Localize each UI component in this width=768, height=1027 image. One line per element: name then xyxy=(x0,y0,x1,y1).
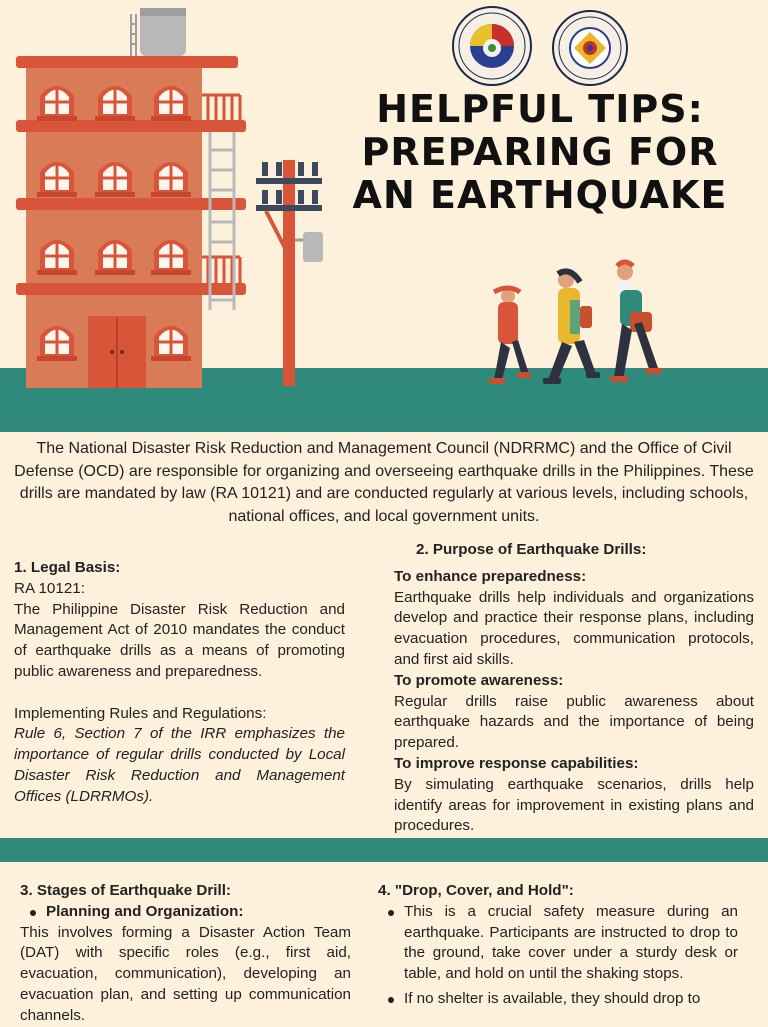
purpose-heading: 2. Purpose of Earthquake Drills: xyxy=(416,541,647,558)
spacer xyxy=(14,683,345,704)
stages-heading: 3. Stages of Earthquake Drill: xyxy=(20,882,231,899)
purpose-item-title: To enhance preparedness: xyxy=(394,567,587,585)
purpose-item-title: To promote awareness: xyxy=(394,671,564,689)
section-divider-band xyxy=(0,838,768,862)
drop-cover-hold-section xyxy=(378,881,738,1010)
drrm-seal-art xyxy=(554,12,626,84)
stage-description: This involves forming a Disaster Action Team (DAT) with specific roles (e.g., first aid, evacuation, communication), developing an evacuation plan, and setting up communication channels. xyxy=(20,923,351,1024)
utility-pole-icon xyxy=(256,160,323,386)
purpose-section xyxy=(394,540,754,837)
hero-illustration xyxy=(0,0,768,432)
person-2-icon xyxy=(543,271,600,384)
stages-list xyxy=(20,902,351,923)
dch-heading: 4. "Drop, Cover, and Hold": xyxy=(378,882,574,899)
dch-bullet: If no shelter is available, they should drop to xyxy=(378,989,738,1010)
purpose-item-title: To improve response capabilities: xyxy=(394,754,639,772)
title-line-1: HELPFUL TIPS: xyxy=(376,87,704,131)
intro-paragraph: The National Disaster Risk Reduction and Management Council (NDRRMC) and the Office of Civil Defense (OCD) are responsible for organizing and overseeing earthquake drills in the Philippines. These drills are mandated by law (RA 10121) and are conducted regularly at various levels, including schools, national offices, and local government units. xyxy=(14,440,754,525)
dch-bullet: This is a crucial safety measure during an earthquake. Participants are instructed to drop to the ground, take cover under a sturdy desk or table, and hold on until the shaking stops. xyxy=(378,902,738,985)
municipality-seal-icon xyxy=(452,6,532,86)
law-label: RA 10121: xyxy=(14,579,85,597)
irr-description: Rule 6, Section 7 of the IRR emphasizes the importance of regular drills conducted by Local Disaster Risk Reduction and Management Offices (LDRRMOs). xyxy=(14,725,345,805)
person-3-icon xyxy=(610,262,662,382)
water-tank-icon xyxy=(131,8,186,56)
stages-section xyxy=(20,881,351,1027)
law-description: The Philippine Disaster Risk Reduction and Management Act of 2010 mandates the conduct of earthquake drills as a means of promoting public awareness and preparedness. xyxy=(14,600,345,680)
purpose-item-text: Regular drills raise public awareness about earthquake hazards and the importance of being prepared. xyxy=(394,692,754,752)
title-line-2: PREPARING FOR xyxy=(361,130,719,174)
stage-bullet: Planning and Organization: xyxy=(20,902,351,923)
page-title xyxy=(340,88,740,217)
title-line-3: AN EARTHQUAKE xyxy=(352,173,728,217)
person-1-icon xyxy=(489,288,531,384)
municipality-seal-art xyxy=(454,8,530,84)
legal-basis-heading: 1. Legal Basis: xyxy=(14,559,121,576)
irr-label: Implementing Rules and Regulations: xyxy=(14,704,267,722)
purpose-item-text: Earthquake drills help individuals and organizations develop and practice their response plans, including evacuation procedures, communication protocols, and first aid skills. xyxy=(394,588,754,668)
drrm-office-seal-icon xyxy=(552,10,628,86)
purpose-item-text: By simulating earthquake scenarios, drills help identify areas for improvement in existing plans and procedures. xyxy=(394,775,754,835)
legal-basis-section xyxy=(14,558,345,808)
dch-list xyxy=(378,902,738,1010)
